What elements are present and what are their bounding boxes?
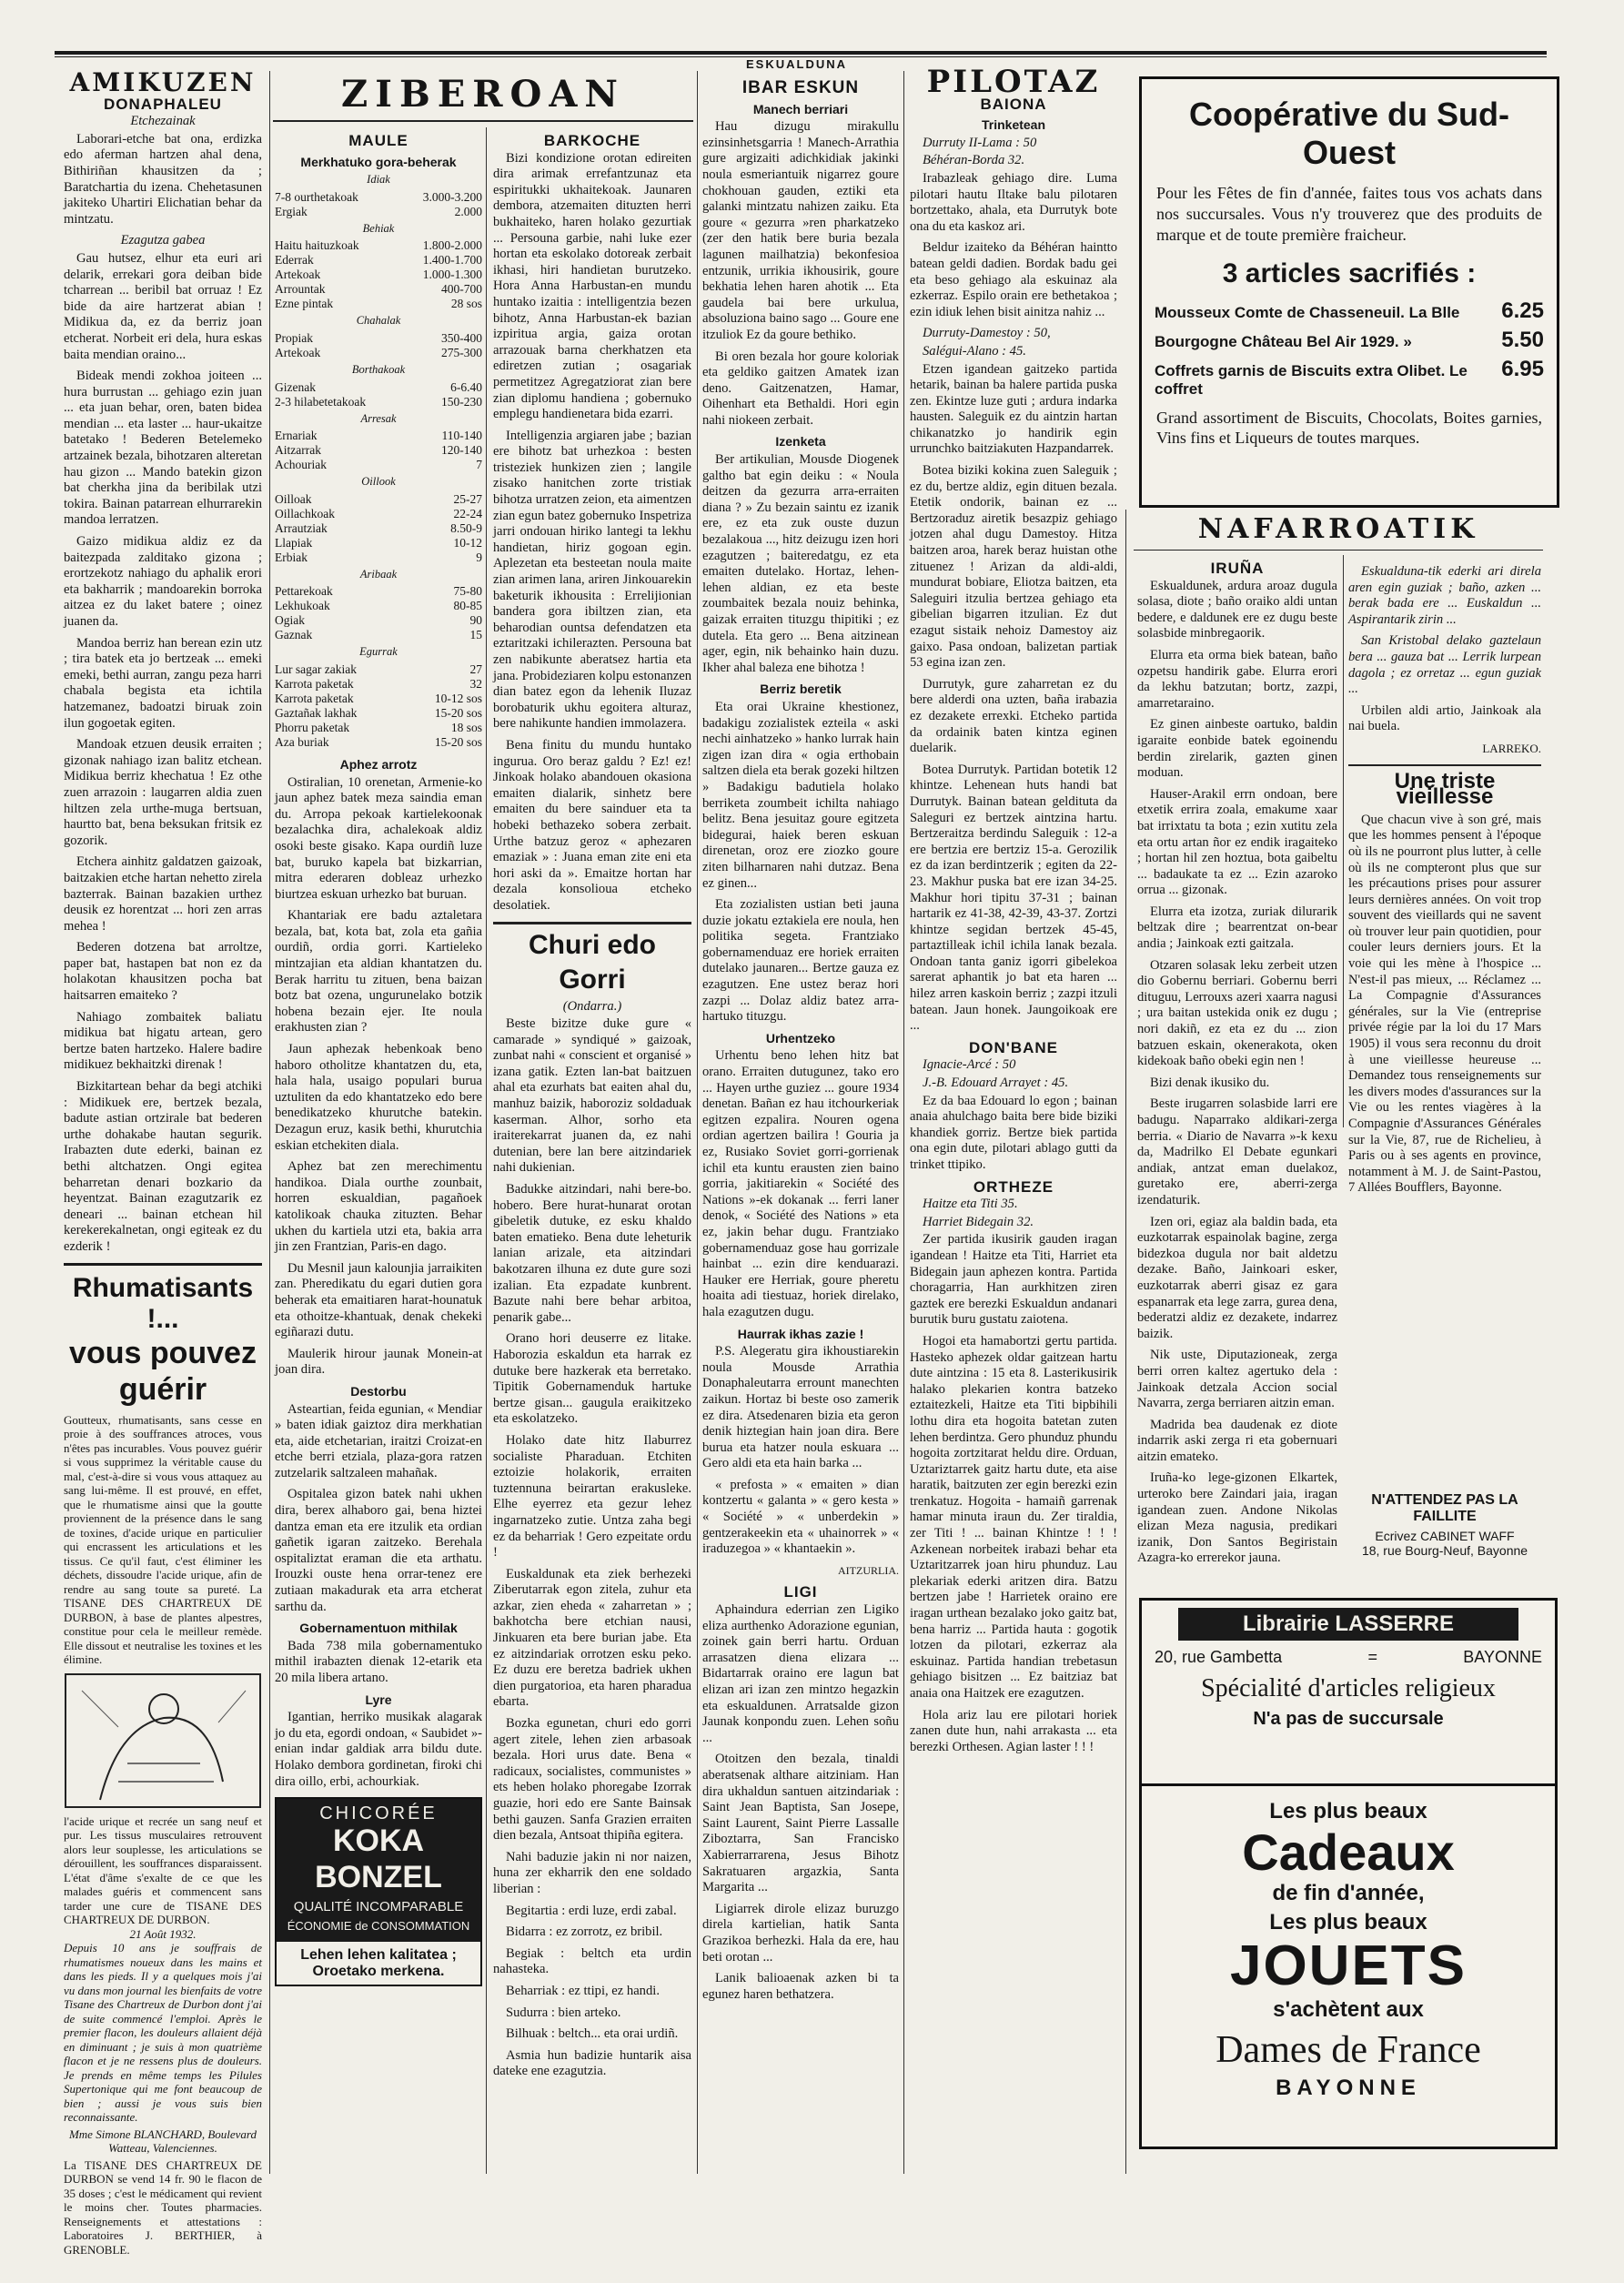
ad-testimonial: Depuis 10 ans je souffrais de rhumatismes noueux dans les mains et dans les pieds. Il y a quelques mois j'ai vu dans mon journal les bienfaits de votre Tisane des Chartreux de Durbon dont j'ai de suite commencé l'emploi. Après le premier flacon, les douleurs allaient déjà en diminuant ; je suis à mon quatrième flacon et je ne ressens plus de douleurs. Je prends en même temps les Pilules Supertonique qui me font beaucoup de bien ; aussi je vous suis bien reconnaissante. xyxy=(64,1941,262,2125)
market-item: Arrautziak xyxy=(275,520,328,535)
market-row xyxy=(275,507,482,521)
ad-dam-line3: de fin d'année, xyxy=(1272,1881,1425,1905)
paragraph: Gau hutsez, elhur eta euri ari delarik, errekari gora deiban bide tcharrean ... beribil bat orruaz ! Ez bide da aire hartzerat abian ! Midikua da, ez da berriz joan etcherat. Norbeit eri dela, hura eskas baita mendian oraino... xyxy=(64,250,262,362)
column-rule xyxy=(903,71,904,2174)
match-result: Béhéran-Borda 32. xyxy=(923,153,1025,168)
market-item: Propiak xyxy=(275,330,313,345)
market-item: 7-8 ourthetakoak xyxy=(275,189,358,204)
ad-text: La TISANE DES CHARTREUX DE DURBON se vend 14 fr. 90 le flacon de 35 doses ; c'est le médicament qui revient le moins cher. Toutes pharmacies. Renseignements et attestations : Laboratoires J. BERTHIER, à GRENOBLE. xyxy=(64,2157,262,2257)
paragraph: Begiak : beltch eta urdin nahasteka. xyxy=(493,1945,691,1977)
ad-lib-note: N'a pas de succursale xyxy=(1253,1709,1444,1729)
ziberoan-title: ZIBEROAN xyxy=(341,73,625,116)
subsection-title: BARKOCHE xyxy=(543,132,641,149)
market-price: 1.400-1.700 xyxy=(422,253,482,268)
market-price: 1.800-2.000 xyxy=(422,238,482,253)
market-item: Ernariak xyxy=(275,429,318,443)
ad-lib-sep: = xyxy=(1367,1648,1377,1666)
market-price: 10-12 xyxy=(453,535,482,550)
market-item: Ezne pintak xyxy=(275,297,334,311)
market-row xyxy=(275,628,482,642)
market-price: 6-6.40 xyxy=(450,379,482,394)
ad-coop-item-name: Mousseux Comte de Chasseneuil. La Blle xyxy=(1155,304,1460,321)
market-price: 32 xyxy=(469,676,482,691)
market-row xyxy=(275,268,482,282)
paragraph: Durrutyk, gure zaharretan ez du bere alderdi ona uzten, baña irabazia ez dezakete errexki. Etcheko partida da ordainik baten kintza eginen duelarik. xyxy=(910,676,1117,756)
market-item: Ergiak xyxy=(275,204,308,218)
subsection-title: IRUÑA xyxy=(1210,560,1265,577)
divider xyxy=(273,120,693,122)
paragraph: Hogoi eta hamabortzi gertu partida. Hasteko aphezek oldar gaitzean hartu dute aintzina : 15 eta 8. Lasterikusirik halako plekarien kontra batzeko eztaitezkeli, Haitze eta Titi bipbihili lothu dira eta hogoita batetan zuten lehen berdintza. Gero phunduz phundu hogoita zortzitarat heldu dire. Orduan, Uztariztarrek gaitz hartu dute, eta aise haratik, baitzuten zer egin berezki ezin trenkatuz. Hogoita - hamaiñ garrenak hamar minuta iraun du. Zer tiraldia, zer Titi ! ... bainan Khintze ! ! ! Azkenean norbeitek irabazi behar eta Uztaritzarrek joan hiru phunduz. Lau plekariak ederki aritzen dira. Batzu bertzen jabe ! Harrietek oraino ere iragan urthean bezalako joko gaitz bat, bena harriz ... Partida hauta : gogotik lotzen da pilotari, ezkerraz ala eskuinaz. Partida handian trebetasun gehiago bisitzen ... Ez baitziaz bat anaia ona Haitzek ere ezagutzen. xyxy=(910,1333,1117,1701)
market-price: 15-20 sos xyxy=(434,705,482,720)
paragraph: Beste bizitze duke gure « camarade » syndiqué » gaizoak, zunbat nahi « conscient et organisé » izana gatik. Ezten lan-bat baitzuen ahal eta ezurhats bat eaiten ahal du, manhuz baizik, haboroziz soldaduak kaserman. Alhor, sorho eta iraiterekarrat juanen da, ez nahi dutenian, bere lan bere aitzindariek nahi dukienian. xyxy=(493,1016,691,1176)
ad-coop-title: Coopérative du Sud-Ouest xyxy=(1188,96,1510,171)
market-row xyxy=(275,521,482,536)
column-ibar-eskun xyxy=(702,71,899,2137)
paragraph: Ostiralian, 10 orenetan, Armenie-ko jaun aphez batek meza saindia eman du. Arropa pekoak kartielekoonak bezalachka dira, achalekoak aldiz osoki beste gisako. Kapa ourdiñ luze bat, buruko kapela bat bizkarrian, mitra ederaren dobleaz urhezko biurtzea eskuan urhezko bat buruan. xyxy=(275,774,482,902)
market-category: Behiak xyxy=(362,221,395,235)
ad-title: Rhumatisants !... xyxy=(72,1272,254,1334)
market-row xyxy=(275,282,482,297)
match-result: J.-B. Edouard Arrayet : 45. xyxy=(923,1076,1069,1091)
paragraph: Botea Durrutyk. Partidan botetik 12 khintze. Lehenean huts handi bat Durrutyk. Bainan batean geldituta da Saleguri ez bertzek aintzina hartu. Bertzeraitza berdindu Saleguik : 12-a ere bertzia ere bertziz 15-a. Gerozilik ez da izan berdintzerik ; egiten da 22-23. Makhur puska bat ere izan 34-25. Makhur hori tipitu 37-31 ; bainan hartarik ez 41-38, 42-39, 43-37. Zortzi khintze segidan bertzek 45-45, partaztilleak ichil ichila lanak bezala. Ondoan tanta ganiz igorri gibelekoa sarerat aphantik jo bat eta haren ... hilez arren kaskoin berriz ; zazpi itzuli batean. Jaun honek. Jaungoikoak ere ... xyxy=(910,762,1117,1034)
article-heading: Aphez arrotz xyxy=(339,756,418,772)
article-heading: Destorbu xyxy=(350,1383,407,1399)
market-row xyxy=(275,662,482,677)
market-row xyxy=(275,551,482,565)
ad-coop-item-price: 6.25 xyxy=(1501,298,1544,323)
market-category: Aribaak xyxy=(359,567,398,581)
market-item: Phorru paketak xyxy=(275,720,350,734)
match-result: Harriet Bidegain 32. xyxy=(923,1214,1034,1229)
paragraph: Bederen dotzena bat arroltze, paper bat, hastapen bat non ez da holakotan khausitzen pocha bat haitsarren emaiteko ? xyxy=(64,940,262,1004)
ad-dam-cadeaux: Cadeaux xyxy=(1242,1823,1455,1881)
column-iruna-right xyxy=(1348,564,1541,1620)
ad-koka-line4: ÉCONOMIE de CONSOMMATION xyxy=(287,1919,470,1934)
article-heading: Berriz beretik xyxy=(760,682,842,697)
market-row xyxy=(275,331,482,346)
article-heading: Manech berriari xyxy=(752,101,849,116)
top-rule xyxy=(55,51,1547,55)
market-item: Karrota paketak xyxy=(275,691,354,705)
market-price: 8.50-9 xyxy=(450,520,482,535)
paragraph: Botea biziki kokina zuen Saleguik ; ez du, bertze aldiz, egin dituen bezala. Etetik ondorik, bainan ez ... Bertzoraduz airetik besazpiz gehiago jotzen ahal dugu Damestoy. Hitza baitzen aroa, harek beraz huistan othe zituenez ! Arizan da aldi-aldi, mundurat bobiare, Eliotza baitzen, eta Saleguiri itzulia bertzea gehiago eta gibelian bigarren itzulian. Ez dut ezagut sistaik nehoiz Damestoy aiz gaixo. Pasa ondoan, balizetan partiak 53 egina izan zen. xyxy=(910,463,1117,671)
paragraph: Madrida bea daudenak ez diote indarrik aski zerga ri eta gobernuari aitzin emateko. xyxy=(1137,1417,1337,1464)
ad-dam-line1: Les plus beaux xyxy=(1269,1799,1427,1823)
market-item: Artekoak xyxy=(275,345,321,359)
section-title: AMIKUZEN xyxy=(69,67,257,97)
paragraph: Bizkitartean behar da begi atchiki : Midikuek ere, bertzek bezala, badute astian ortzirale bat bederen urthe dohakabe hautan segurik. Irabazten dute ederki, bainan ez bethi altchatzen. Ongi egitea beharretan denari bozkario da heyentzat. Bainan ezagutzarik ez deneari ... bainan etchean hil kerekerekalnetan, ongi egiteak ez du ezderik ! xyxy=(64,1079,262,1254)
ad-coop-item-name: Bourgogne Château Bel Air 1929. » xyxy=(1155,333,1412,350)
market-price: 150-230 xyxy=(441,394,482,409)
paragraph: Nik uste, Diputazioneak, zerga berri orren kaltez agertuko dela : Jainkoak detzala Accion social Navarra, zerga berriaren aitzin eman. xyxy=(1137,1348,1337,1411)
paragraph: Beharriak : ez ttipi, ez handi. xyxy=(506,1983,660,1998)
paragraph: Bizi kondizione orotan edireiten dira arimak errefantzunaz eta espiritukki ukhaitekoak. Jaunaren dembora, atzemaiten dituzten herri bukhaiteko, haren holako gezurtiak ... Persouna garbie, nahi luke ezer hortan eta eskolako dotoreak zerbait ikhasi, hiri handietan burutzeko. Hora Anna Harbustan-en mundu huntako izaitia : intelligentzia bezen bihotz, Anna Harbustan-ek bazian izpiritua argia, gaiza orotan arrazouak barna cherkhatzen eta ediretzen zutian ; osagariak permetitzez Agregatziorat zian bere zian diplomu handiena ; gobernuko emplegu handienetara bida ezarri. xyxy=(493,150,691,422)
ad-text: Goutteux, rhumatisants, sans cesse en proie à des souffrances atroces, vous n'êtes pas incurables. Vous pouvez guérir si vous supprimez la véritable cause du mal, c'est-à-dire si vous vous attaquez au sang lui-même. Il est prouvé, en effet, que le rhumatisme ainsi que la goutte proviennent de la présence dans le sang de toxines, d'acide urique en particulier qui encrassent les articulations et les tissus. Ce qu'il faut, c'est éliminer les déchets, dissoudre l'acide urique, afin de rendre au sang toute sa pureté. La TISANE DES CHARTREUX DE DURBON, à base de plantes alpestres, constitue pour cela le meilleur remède. Elle dissout et neutralise les toxines et les élimine. xyxy=(64,1412,262,1667)
ad-lib-specialty: Spécialité d'articles religieux xyxy=(1201,1674,1496,1702)
market-row xyxy=(275,395,482,409)
market-row xyxy=(275,346,482,360)
section-title: PILOTAZ xyxy=(926,64,1101,100)
paragraph: Nahi baduzie jakin ni nor naizen, huna zer ekharrik den ene soldado liberian : xyxy=(493,1849,691,1896)
ad-cooperative xyxy=(1139,76,1559,508)
paragraph: Eskualdunek, ardura aroaz dugula solasa, diote ; baño oraiko aldi untan bedere, e daldunek ere ez dugu beste solasbide minbregaorik. xyxy=(1137,578,1337,641)
ad-text: l'acide urique et recrée un sang neuf et pur. Les tissus musculaires retrouvent alors leur souplesse, les articulations se dérouillent, les souffrances disparaissent. L'état d'âme s'exalte de ce que les malades guéris et commencent sans tarder une cure de TISANE DES CHARTREUX DE DURBON. xyxy=(64,1813,262,1927)
paragraph: Aphaindura ederrian zen Ligiko eliza aurthenko Adorazione egunian, zoinek gain berri hartu. Orduan arrasatzen diena elizara ... Bidartarrak oraino ere lagun bat elizan ari izan zen mintzo hegazkin eta eskualdunen. Arratsalde gizon Jaunak konpondu zuen. Lehen soñu ... xyxy=(702,1602,899,1745)
article-heading: Haurrak ikhas zazie ! xyxy=(737,1326,864,1341)
ad-faillite-line: Ecrivez CABINET WAFF xyxy=(1375,1529,1515,1543)
match-result: Durruty II-Lama : 50 xyxy=(923,135,1037,150)
paragraph: Elurra eta orma biek batean, baño ozpetsu handirik gabe. Elurra erori da lekhu batzutan; bortz, zazpi, amarretaraino. xyxy=(1137,647,1337,711)
market-item: Haitu haituzkoak xyxy=(275,238,359,253)
column-amikuzen xyxy=(64,67,262,2257)
market-price: 10-12 sos xyxy=(434,691,482,705)
subsection-subtitle: Trinketean xyxy=(981,117,1046,133)
subsection-title: DONAPHALEU xyxy=(104,95,222,113)
article-heading: Gobernamentuon mithilak xyxy=(299,1621,458,1636)
market-item: Lekhukoak xyxy=(275,599,330,613)
market-item: Ogiak xyxy=(275,613,305,628)
market-item: Oillachkoak xyxy=(275,506,335,520)
ad-dam-line6: s'achètent aux xyxy=(1273,1997,1424,2022)
subsection-title: BAIONA xyxy=(980,95,1047,113)
column-maule xyxy=(275,127,482,2138)
market-item: Oilloak xyxy=(275,491,312,506)
ad-koka-brand: KOKA BONZEL xyxy=(315,1823,442,1894)
ad-dam-city: BAYONNE xyxy=(1276,2076,1421,2100)
market-row xyxy=(275,297,482,311)
market-item: Gaztañak lakhak xyxy=(275,705,358,720)
market-price: 110-140 xyxy=(441,429,482,443)
market-price: 15 xyxy=(469,628,482,642)
ad-lib-city: BAYONNE xyxy=(1463,1648,1542,1666)
match-result: Ignacie-Arcé : 50 xyxy=(923,1057,1016,1073)
market-item: 2-3 hilabetetakoak xyxy=(275,394,367,409)
ad-dames-de-france xyxy=(1139,1783,1558,2149)
match-result: Salégui-Alano : 45. xyxy=(923,343,1026,359)
ad-rhumatisants xyxy=(64,1273,262,2258)
ad-date: 21 Août 1932. xyxy=(129,1926,197,1941)
market-price: 22-24 xyxy=(453,506,482,520)
article-heading: Izenketa xyxy=(775,434,826,450)
article-subtitle: (Ondarra.) xyxy=(562,998,622,1014)
article-heading: Urhentzeko xyxy=(765,1030,836,1046)
ad-faillite-line: 18, rue Bourg-Neuf, Bayonne xyxy=(1361,1543,1528,1558)
market-price: 120-140 xyxy=(441,443,482,458)
paragraph: Jaun aphezak hebenkoak beno haboro otholitze khantatzen du, eta, hala hala, usaigo populari burua uztuliten da edo khantatzeko edo bere benedikatzeko khurutche batekin. Dezagun eruz, kasik bethi, khurutchia eskian etchekiten diala. xyxy=(275,1042,482,1153)
market-row xyxy=(275,692,482,706)
market-category: Chahalak xyxy=(356,314,401,328)
paragraph: Beldur izaiteko da Béhéran haintto batean geldi dadien. Bordak badu gei eta beso gehiago ala eskuinaz ala ezkerraz. Espilo orain ere bethetakoa ; ezin idiuk lehen bisit ainitza nahiz ... xyxy=(910,240,1117,319)
ad-coop-item-price: 6.95 xyxy=(1501,357,1544,381)
market-item: Llapiak xyxy=(275,535,313,550)
article-heading: Lyre xyxy=(365,1692,392,1707)
nafarroatik-title: NAFARROATIK xyxy=(1197,513,1479,545)
paragraph: Igantian, herriko musikak alagarak jo du eta, egordi ondoan, « Saubidet »-enian indar galdiak arra bildu dute. Holako dembora gordinetan, firoki chi dira oillo, erbi, achourkiak. xyxy=(275,1710,482,1789)
paragraph: Urhentu beno lehen hitz bat orano. Erraiten dutugunez, tako ero ... Hayen urthe guziez ... goure 1934 denetan. Bañan ez hau itchourkeriak egitzen ezpalira. Nouren ogena ordian agertzen bailira ! Gouria ja ez, Rusiako Soviet gorri-gorrienak ichil eta kuntu erausten zien baino gorria, jakitiarekin « Société des Nations »-ek dokanak ... ferri laner denok, « Société des Nations » eta ez, jakin behar dugu. Frantziako gobernamenduaz gose hau gorrizale hainbat ... ezin dire kenduarazi. Hauker ere Herriak, goure pheretu hoaita adi tiestuaz, horiek direlako, hala ezagutzen dugu. xyxy=(702,1048,899,1319)
paragraph: Iruña-ko lege-gizonen Elkartek, urteroko bere Zaindari jaia, iragan igandean zuen. Andone Nikolas elizan Meza nagusia, predikari izanik, Don Santos Begiristain Azagra-ko errerekor jauna. xyxy=(1137,1470,1337,1566)
subsection-title: LIGI xyxy=(783,1583,818,1601)
ad-coop-items xyxy=(1151,298,1548,399)
ad-coop-item xyxy=(1155,328,1544,353)
divider xyxy=(1348,764,1541,766)
market-item: Aitzarrak xyxy=(275,443,321,458)
paragraph: Ber artikulian, Mousde Diogenek galtho bat egin deiku : « Noula deitzen da gezurra arra-erraiten diana ? » Zu bezain saintu ez izanik ere, ez eta zuk ouste duzun bezalakoua ..., hitz deizugu izen hori ezagutzen ; baiteredatgu, ez eta emaiten dutelako. Hortaz, lehen-lehen aldian, ez eta beste zoumbaitek bezala nouiz behinka, gaizak erraiten tituzgu thipitiki ; ez dutela. Eta gero ... Bena aitzinean ager, egin, nik behainko hain duzu. Ikher ahal baleza ene bihotza ! xyxy=(702,452,899,675)
column-pilotaz xyxy=(910,64,1117,2137)
market-row xyxy=(275,253,482,268)
paragraph: Bi oren bezala hor goure koloriak eta geldiko gaitzen Amatek izan deno. Gaitzenatzen, Hamar, Oihenhart eta Bethaldi. Hori egin nahi niokeen zerbait. xyxy=(702,349,899,428)
ad-illustration xyxy=(64,1672,262,1809)
ad-lib-street: 20, rue Gambetta xyxy=(1155,1648,1283,1666)
ad-coop-heading: 3 articles sacrifiés : xyxy=(1222,258,1477,288)
paragraph: Zer partida ikusirik gauden iragan igandean ! Haitze eta Titi, Harriet eta Bidegain jaun aphezen kontra. Partida choragarria, Han aurkhitzen ziren gaztek ere berezki Eskualdun andanari burutik buru gustatu zaiotena. xyxy=(910,1232,1117,1328)
ad-lib-address xyxy=(1155,1648,1542,1667)
market-category: Egurrak xyxy=(359,645,398,659)
ad-lib-name: Librairie LASSERRE xyxy=(1242,1611,1455,1636)
ad-dam-line4: Les plus beaux xyxy=(1269,1910,1427,1934)
paragraph: Bozka egunetan, churi edo gorri agert zitele, lehen zien arbasoak bezala. Hori urus date. Bena « radicaux, socialistes, communistes » ets heben holako phoregabe Izorrak guazie, hori edo ere Sante Bainsak bethi gauzen. Sanfa Grazien erraiten dien bezala, Antsoat thipiña egitera. xyxy=(493,1716,691,1844)
divider xyxy=(64,1263,262,1266)
match-result: Durruty-Damestoy : 50, xyxy=(923,326,1051,341)
market-price: 75-80 xyxy=(453,584,482,599)
ad-lib-title xyxy=(1178,1608,1518,1641)
paragraph: Asmia hun badizie huntarik aisa dateke ene ezagutzia. xyxy=(493,2047,691,2079)
paragraph: Izen ori, egiaz ala baldin bada, eta euzkotarrak espainolak bagine, zerga bidezkoa dugula nor bait aldetzu dezake. Baño, Jainkoari esker, euzkotarrak aberri gisaz ez gara espanarrak eta lege zarra, gurea dena, bederatzi aldiz ez dezakete, indarrez baizik. xyxy=(1137,1214,1337,1341)
column-rule xyxy=(486,127,487,2174)
ad-koka-line3: QUALITÉ INCOMPARABLE xyxy=(293,1898,464,1914)
market-price: 400-700 xyxy=(441,282,482,297)
paragraph: Que chacun vive à son gré, mais que les hommes pensent à l'époque où ils ne pourront plus lutter, à celle où ils ne compteront plus que sur les précautions prises pour assurer leurs dernières années. On voit trop souvent des vieillards qui ne savent où trouver leur pain quotidien, pour couler leurs derniers jours. Et la voie qui les mène à l'hospice ... N'est-il pas mieux, ... Réclamez ... La Compagnie d'Assurances générales, sur la Vie (entreprise privée régie par la loi du 17 Mars 1905) il vous sera reconnu du droit à une vieillesse heureuse ... Demandez tous renseignements sur les divers modes d'assurances sur la Vie ou les rentes viagères à la Compagnie d'Assurances Générales sur la Vie, 87, rue de Richelieu, à Paris ou à ses agents en province, notamment à M. J. de Saint-Pastou, 7 Allées Boufflers, Bayonne. xyxy=(1348,812,1541,1196)
paragraph: Eta zozialisten ustian beti jauna duzie jokatu eztakiela ere noula, hen politika segeta. Frantziako gobernamenduaz ere horiek erraiten dutelako jaunaren... Bertze gauza ez ezagutzen. Ene ustez beraz hori zazpi ... Dolaz aldiz batez arra-hartuko tituzgu. xyxy=(702,897,899,1025)
market-table xyxy=(275,172,482,750)
article-heading: Ezagutza gabea xyxy=(120,233,206,248)
paragraph: Irabazleak gehiago dire. Luma pilotari hautu Iltake balu pilotaren bortzettako, ahala, eta Durrutyk bote ona du eta kaskoz ari. xyxy=(910,170,1117,234)
paragraph: Etzen igandean gaitzeko partida hetarik, bainan ba halere partida puska zen. Ekintze luze guti ; ardura indarka hausten. Saleguik ez du aintzin hartan chikanatzko jo handirik egin urrunchko baitziakuten Hazpandarrek. xyxy=(910,361,1117,457)
market-item: Erbiak xyxy=(275,550,308,564)
market-category: Arresak xyxy=(360,411,397,425)
market-category: Borthakoak xyxy=(351,362,406,376)
paragraph: Bidarra : ez zorrotz, ez bribil. xyxy=(506,1924,663,1940)
paragraph: Hauser-Arakil errn ondoan, bere etxetik errira zoala, emakume xaar bat irrixtatu ta bota ; ezin xutitu zela eta ortu artan ñor ez endik iragaiteko ; hortan hil zen hoztua, bota gaibeltu ... badaukate ta ez ... Ezin azaroko orrua ... gizonak. xyxy=(1137,786,1337,898)
market-row xyxy=(275,238,482,253)
market-row xyxy=(275,458,482,472)
market-price: 7 xyxy=(476,458,482,472)
market-price: 27 xyxy=(469,662,482,676)
paragraph: Laborari-etche bat ona, erdizka edo aferman hartzen ahal dena, Bithiriñan khausitzen da ; Baratchartia du izena. Chehetasunen jakiteko Uhartiri Elichatian behar da mintzatu. xyxy=(64,131,262,227)
paragraph: Bilhuak : beltch... eta orai urdiñ. xyxy=(506,2026,679,2042)
paragraph: Bada 738 mila gobernamentuko mithil irabazten dienak 12-etarik eta 20 mila libera artano. xyxy=(275,1638,482,1685)
paragraph: Holako date hitz Ilaburrez socialiste Pharaduan. Etchiten eztoizie holakorik, erraiten tuztennuna beirartan erakusleke. Elhe eyerrez eta gezur lehez ingarnatzeko zutie. Untza zaha begi ez da beharriak ! Gero ezpeitate ordu ! xyxy=(493,1432,691,1561)
paragraph: Ligiarrek dirole elizaz buruzgo direla kartielian, hatik Santa Grazikoa berhezki. Hala da ere, hau beti orotan ... xyxy=(702,1901,899,1965)
market-item: Karrota paketak xyxy=(275,676,354,691)
market-row xyxy=(275,380,482,395)
paragraph: Lanik balioaenak azken bi ta egunez haren bethatzera. xyxy=(702,1971,899,2002)
market-price: 3.000-3.200 xyxy=(422,189,482,204)
column-rule xyxy=(1125,510,1126,2174)
paragraph: Elurra eta izotza, zuriak dilurarik beltzak dire ; bearrentzat on-bear andia ; Jainkoak ezti gaitzala. xyxy=(1137,904,1337,952)
paragraph: Bena finitu du mundu huntako ingurua. Oro beraz galdu ? Ez! ez! Jinkoak holako abandouen okasiona emaiten dialarik, sinhetz bere emaiten du bere sainduer eta ta hobeki bethazeko sobera zerbait. Urthe batzuz geroz « aphezaren emaziak » : Juana eman zite eni eta hori aski da ». Emaitze hortan har dezala konsolioua etcheko desolatiek. xyxy=(493,737,691,913)
market-row xyxy=(275,599,482,613)
column-barkoche xyxy=(493,127,691,2138)
ad-koka-line1: CHICORÉE xyxy=(319,1803,438,1824)
article-signature: AITZURLIA. xyxy=(838,1563,899,1577)
paragraph: Eta orai Ukraine khestionez, badakigu zozialistek ezteila « aski nechi ainhatzeko » hanko lurrak hain zigen izan dira « ogia erthobain saltzen diela eta berak gozeki hiltzen » Badakigu badutiela holako berriketa zoumbeit ichilta nahiago belitz. Bena jesuitaz goure egitzeta bidegurai, haiek beren eskuan direnetan, oroz ere ziozko goure ziten bilharnaren nahi dutzaz. Bena ez ginen... xyxy=(702,699,899,891)
ad-dam-store: Dames de France xyxy=(1215,2029,1481,2071)
market-price: 275-300 xyxy=(441,345,482,359)
article-title: Une triste vieillesse xyxy=(1394,768,1496,810)
market-row xyxy=(275,492,482,507)
market-row xyxy=(275,190,482,205)
paragraph: Eskualduna-tik ederki ari direla aren egin guziak ; baño, azken ... berak bada ere ... Euskaldun ... Aspirantarik zirin ... xyxy=(1348,564,1541,627)
paragraph: Etchera ainhitz galdatzen gaizoak, baitzakien etche hartan nehetto zirela bazterrak. Bainan bazakien urthez deusik ez horentzat ... hori zen arras mehea ! xyxy=(64,854,262,934)
paragraph: San Kristobal delako gaztelaun bera ... gauza bat ... Lerrik lurpean dagola ; ez orretaz ... egun guziak ... xyxy=(1348,633,1541,697)
paragraph: Khantariak ere badu aztaletara bezala, bat, kota bat, zola eta gañia ourdiñ, ordia gorri. Kartieleko mintzajian eta aldian khantatzen du. Berak harritu tu zituen, bena baizan botz bat ozena, ungurunelako botzik hobena bezain ejer. Ite noula erakhusten zian ? xyxy=(275,908,482,1035)
paragraph: Bizi denak ikusiko du. xyxy=(1150,1075,1270,1090)
paragraph: Gaizo midikua aldiz ez da baitezpada zalditako gizona ; erortzekotz nahiago du aphalik erori eta bakharrik ; mandoarekin borroka aitzea ez du laket batere ; oinez juanen da. xyxy=(64,534,262,629)
paragraph: Aphez bat zen merechimentu handikoa. Diala ourthe zounbait, horren eskualdian, pagañoek katolikoak chauka zituzten. Behar ukhen du kartiela utzi eta, bakia arra jin zen Frantzian, Paris-en dago. xyxy=(275,1159,482,1255)
paragraph: Ez da baa Edouard lo egon ; bainan anaia ahulchago baita bere bide biziki khandiek gorriz. Bertze biek partida ona egin dute, pilotari ablago gutti da trinket ttipiko. xyxy=(910,1093,1117,1172)
subsection-title: ORTHEZE xyxy=(973,1177,1054,1196)
paragraph: Beste irugarren solasbide larri ere badugu. Naparrako aldikari-zerga berria. « Diario de Navarra »-k kexu da, Madrilko El Debate egunkari andiak, antzat eman duelakoz, guretako ere, aberri-zerga izendaturik. xyxy=(1137,1096,1337,1207)
subsection-title: DON'BANE xyxy=(969,1038,1058,1056)
subsection-title: MAULE xyxy=(348,132,409,149)
paragraph: Orano hori deuserre ez litake. Haborozia eskaldun eta harrak ez dutuke bere hazkerak eta berretako. Tipitik Gobernamenduk hartuke bertze gisan... gaugula eraikitzeko eta eskolatzeko. xyxy=(493,1331,691,1427)
ad-faillite-title: N'ATTENDEZ PAS LA FAILLITE xyxy=(1371,1492,1518,1524)
paragraph: « prefosta » « emaiten » dian kontzertu « galanta » « gero kesta » « Société » « unberdekin » gentzerakeekin eta « uhainorrek » « iraduzegoa » « khantaekin ». xyxy=(702,1477,899,1557)
ad-coop-item xyxy=(1155,357,1544,399)
market-item: Gaznak xyxy=(275,628,313,642)
paragraph: Maulerik hirour jaunak Monein-at joan dira. xyxy=(275,1346,482,1378)
market-row xyxy=(275,443,482,458)
market-item: Gizenak xyxy=(275,379,316,394)
market-row xyxy=(275,613,482,628)
paragraph: Hau dizugu mirakullu ezinsinhetsgarria ! Manech-Arrathia gure argizaiti adichkidiak jakinki noula esmeriantuik nigarrez goure chokhouan gauden, eztiki eta galanki mintzatu nahizen zaiku. Eta goure « gezurra »ren pharkatzeko (zer den hatik bere buria bezala lagunen mailhatzia) bekonfesioa entzunik, urrikia ikhousirik, goure bekhatia lehen haren ahotik ... Eta gaudela bai bere urkulua, absoluziona baino sago ... Goure ene itzuliok Ez da goure bethiko. xyxy=(702,119,899,342)
market-row xyxy=(275,677,482,692)
market-price: 2.000 xyxy=(454,204,482,218)
market-category: Idiak xyxy=(367,173,390,187)
article-heading: Etchezainak xyxy=(130,114,196,129)
column-rule xyxy=(697,71,698,2174)
market-price: 1.000-1.300 xyxy=(422,268,482,282)
paragraph: Nahiago zombaitek baliatu midikua bat higatu artean, gero bertze baten hartzeko. Halere badire midikuez bekhaitzki direnak ! xyxy=(64,1009,262,1073)
market-item: Artekoak xyxy=(275,268,321,282)
market-item: Aza buriak xyxy=(275,734,329,749)
paragraph: Sudurra : bien arteko. xyxy=(506,2005,621,2020)
paragraph: Mandoak etzuen deusik erraiten ; gizonak nahiago izan balitz etchean. Midikua berriz khechatua ! Ez othe zuen arrazoin : laugarren aldia zuen hiltzen zela urthe-muga bertsuan, haurtto bat, bena beksukan fritsik ez gozorik. xyxy=(64,737,262,848)
market-row xyxy=(275,584,482,599)
paragraph: Bideak mendi zokhoa joiteen ... hura burrustan ... gehiago ezin juan ... eta juan behar, oren, baten bidea mendian ... eta laster ... haur-ukaitze batetako ! Bederen Betelemeko artzainek bezala, bihotzaren alteretan hau gizon ... Mando batekin gizon bat cherkha jina da beribilak utzi tokira. Bainan patarrean elhurrarekin mandoa lerratzen. xyxy=(64,369,262,528)
market-item: Ederrak xyxy=(275,253,314,268)
market-item: Pettarekoak xyxy=(275,584,333,599)
market-row xyxy=(275,429,482,443)
market-price: 15-20 sos xyxy=(434,734,482,749)
market-category: Oillook xyxy=(361,475,396,489)
market-item: Lur sagar zakiak xyxy=(275,662,357,676)
column-rule xyxy=(1343,555,1344,1127)
paragraph: P.S. Alegeratu gira ikhoustiarekin noula Mousde Arrathia Donaphaleutarra errount manechten zaikun. Hortaz bi beste oso zamerik ez dira. Atsedenaren bizia eta geron denik hiztegian hain joan dira. Bere burua eta hatzer noula eskuara ... Gero aldi eta eta hain barka ... xyxy=(702,1344,899,1471)
ad-koka-slogan-2: Oroetako merkena. xyxy=(312,1963,445,1979)
paragraph: Otzaren solasak leku zerbeit utzen dio Gobernu berriari. Gobernu berri dituguu, Lerrouxs azeri xaarra nagusi ; ura baitan ustekida onik ez dugu ; nori dakiñ, ez eta ez du ... zion batzuen eskain, okenerakota, oken kidekoak baño obeki egin nen ! xyxy=(1137,957,1337,1069)
paragraph: Hola ariz lau ere pilotari horiek zanen dute hun, nahi arrakasta ... eta berezki Orthesen. Agian laster ! ! ! xyxy=(910,1707,1117,1754)
masthead-paper: ESKUALDUNA xyxy=(746,57,847,71)
ad-dam-jouets: JOUETS xyxy=(1229,1934,1468,1997)
match-result: Haitze eta Titi 35. xyxy=(923,1197,1018,1212)
ad-coop-footer: Grand assortiment de Biscuits, Chocolats, Boites garnies, Vins fins et Liqueurs de toutes marques. xyxy=(1156,409,1542,447)
ad-coop-item-name: Coffrets garnis de Biscuits extra Olibet. Le coffret xyxy=(1155,362,1468,398)
paragraph: Badukke aitzindari, nahi bere-bo. hobero. Bere hurat-hunarat orotan gibeletik dutuke, ez esku khaldo baten ematieko. Bena dute leheturik lanian arizale, eta aitzindari bakotzaren ilhuna ez dute gure sozi izalian. Eta ezpadate kunbrent. Bazute nahi bere behar arbitoa, penarik gabe... xyxy=(493,1182,691,1325)
market-item: Achouriak xyxy=(275,458,327,472)
ad-koka-bonzel xyxy=(275,1797,482,1986)
paragraph: Asteartian, feida egunian, « Mendiar » baten idiak gaiztoz dira merkhatian eta, aide etchetarian, iraitzi Croizat-en etche berri etziala, plaza-gora ratzen zutzelarik saltzaleen mahañak. xyxy=(275,1401,482,1480)
ad-coop-item-price: 5.50 xyxy=(1501,328,1544,352)
paragraph: Ospitalea gizon batek nahi ukhen dira, berex alhaboro gai, bena hiztei dantza eman eta ere itzulik eta ordian gañetik igaran zaitzeko. Berehala ospitaliztat eraman die eta arthatu. Irouzki ouste hena orrar-tenez ere zutiaan makadurak eta arra etcherat sarthu da. xyxy=(275,1487,482,1614)
market-price: 9 xyxy=(476,550,482,564)
market-price: 90 xyxy=(469,613,482,628)
market-row xyxy=(275,721,482,735)
market-row xyxy=(275,706,482,721)
paragraph: Begitartia : erdi luze, erdi zabal. xyxy=(506,1903,677,1918)
paragraph: Ez ginen ainbeste oartuko, baldin igaraite eonbide batek egoinendu berdin zirelarik, gazten ginen moduan. xyxy=(1137,717,1337,781)
paragraph: Urbilen aldi artio, Jainkoak ala nai buela. xyxy=(1348,702,1541,734)
paragraph: Otoitzen den bezala, tinaldi aberatsenak althare aitziniam. Han dira ukhaldun santuen aitzindariak : Saint Jean Baptista, San Josepe, Saint Laurent, Saint Pierre Lassalle Ziboztarra, San Francisko Xabierrarrarena, Jesus Bihotz Sakratuaren argazkia, Santa Margarita ... xyxy=(702,1752,899,1895)
ad-signature: Mme Simone BLANCHARD, Boulevard Watteau, Valenciennes. xyxy=(68,2126,257,2156)
article-signature: LARREKO. xyxy=(1482,741,1541,755)
market-row xyxy=(275,536,482,551)
market-price: 80-85 xyxy=(453,599,482,613)
ad-librairie-lasserre xyxy=(1139,1598,1558,1791)
section-title: IBAR ESKUN xyxy=(741,78,860,97)
ad-koka-slogan: Lehen lehen kalitatea ; xyxy=(300,1946,457,1963)
market-row xyxy=(275,735,482,750)
ad-faillite xyxy=(1348,1492,1541,1558)
column-rule xyxy=(269,71,270,2174)
paragraph: Euskaldunak eta ziek berhezeki Ziberutarrak egon zitela, zuhur eta azkar, zien eheda « zaharretan » ; bakhotcha bere etchian nausi, Jinkuaren eta bere burian jabe. Eta ez aitzindariak orrotzen esku peko. Ez duzu ere beretza badriek ukhen dien purgatorioa, eta haren pharadua ebarta. xyxy=(493,1566,691,1710)
column-iruna xyxy=(1137,555,1337,1611)
ad-title-2: vous pouvez guérir xyxy=(69,1335,257,1407)
market-price: 25-27 xyxy=(453,491,482,506)
market-price: 18 sos xyxy=(450,720,482,734)
divider xyxy=(493,922,691,924)
divider xyxy=(1134,550,1543,551)
market-row xyxy=(275,205,482,219)
subsection-subtitle: Merkhatuko gora-beherak xyxy=(300,154,457,169)
market-price: 28 sos xyxy=(450,297,482,311)
ad-coop-text: Pour les Fêtes de fin d'année, faites tous vos achats dans nos succursales. Vous n'y trouverez que des produits de marque et de toute première fraicheur. xyxy=(1156,184,1542,244)
market-price: 350-400 xyxy=(441,330,482,345)
ad-koka-inner xyxy=(277,1799,480,1942)
paragraph: Intelligenzia argiaren jabe ; bazian ere bihotz bat urhezkoa : besten tristeziek hunkizen zien ; langile zisako hanitchen zorte tristiak bihotza urratzen zeion, eta aimentzen zian egun batez gobernuko Inspetriza jarri ondouan hiriko lantegi ta lekhu handietan, hiriz gogoan egin. Aplezetan eta besteetan noula maite zian arimen lana, ariren Jinkouarekin baketurik ikhousita : Errelijionian bandera gora ibiltzen zian, eta beharodian ountsa defendatzen eta eztaritzaki ichilerazten. Persouna bat zen nabikunte aberatsez hartia eta jana. Probideziaren kolpu estonanzen dian batez egon da lehenik Iluzaz borobaturik ukhu egoitera alturaz, bere nahikunte handien immolazera. xyxy=(493,428,692,732)
paragraph: Du Mesnil jaun kalounjia jarraikiten zan. Pheredikatu du egari dutien gora beherak eta emaitiaren harat-hounatuk eta othoitze-khantuak, denak chekeki egiñarazi dutu. xyxy=(275,1260,482,1340)
ad-coop-item xyxy=(1155,298,1544,324)
market-item: Arrountak xyxy=(275,282,326,297)
article-title: Churi edo Gorri xyxy=(529,929,656,995)
paragraph: Mandoa berriz han berean ezin utz ; tira batek eta jo bertzeak ... emeki emeki, bethi aurran, zangu peza harri chabala begista eta ichtila hatzemanez, badoatzi biruak zoin ilun gogoetak egiten. xyxy=(64,635,262,731)
